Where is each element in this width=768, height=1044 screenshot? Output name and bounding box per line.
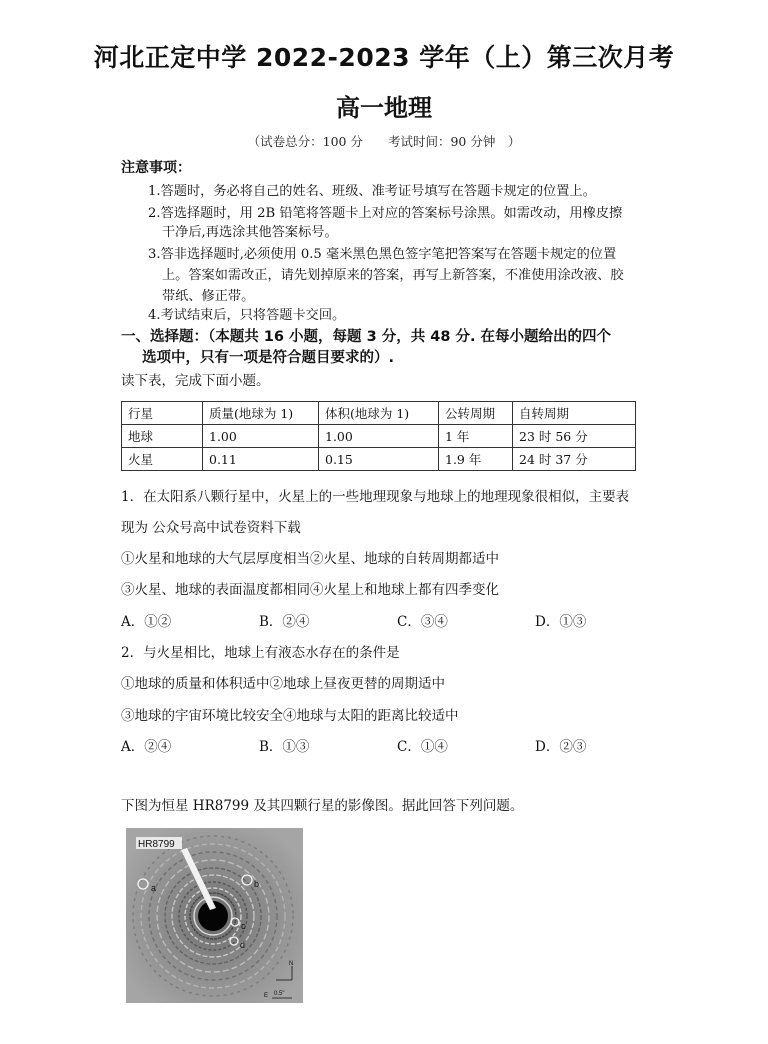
table-cell: 火星 xyxy=(122,448,203,471)
table-cell: 地球 xyxy=(122,425,203,448)
table-row xyxy=(122,448,636,471)
table-header-row xyxy=(122,402,636,425)
section-heading: 一、选择题：（本题共 16 小题，每题 3 分，共 48 分. 在每小题给出的四个 xyxy=(121,329,612,345)
table-row xyxy=(122,425,636,448)
compass-east-label: E xyxy=(264,993,269,999)
planet-label-c: c xyxy=(241,921,246,931)
question-1-option-b: B．②④ xyxy=(259,614,310,630)
planet-table xyxy=(121,401,636,471)
notice-line: 1.答题时，务必将自己的姓名、班级、准考证号填写在答题卡规定的位置上。 xyxy=(148,184,596,199)
notice-line: 2.答选择题时，用 2B 铅笔将答题卡上对应的答案标号涂黑。如需改动，用橡皮擦 xyxy=(148,206,623,221)
exam-title: 河北正定中学 2022-2023 学年（上）第三次月考 xyxy=(93,43,675,72)
table-header-cell: 公转周期 xyxy=(439,402,513,425)
table-header-cell: 行星 xyxy=(122,402,203,425)
hr8799-image xyxy=(126,828,303,1003)
compass-north-label: N xyxy=(289,961,294,967)
table-cell: 1.00 xyxy=(203,425,319,448)
planet-label-d: d xyxy=(240,940,246,950)
notice-line: 干净后,再选涂其他答案标号。 xyxy=(162,225,338,240)
notice-line: 4.考试结束后，只将答题卡交回。 xyxy=(148,308,346,323)
table-cell: 1.00 xyxy=(319,425,439,448)
table-cell: 1 年 xyxy=(439,425,513,448)
table-header-cell: 质量(地球为 1) xyxy=(203,402,319,425)
table-intro: 读下表，完成下面小题。 xyxy=(121,373,270,389)
question-1-option-d: D．①③ xyxy=(535,614,587,630)
question-2-option-d: D．②③ xyxy=(535,739,587,755)
notice-line: 上。答案如需改正，请先划掉原来的答案，再写上新答案，不准使用涂改液、胶 xyxy=(162,268,624,283)
notice-heading: 注意事项： xyxy=(121,160,191,176)
question-1-option-a: A．①② xyxy=(121,614,172,630)
question-1-statements: ①火星和地球的大气层厚度相当②火星、地球的自转周期都适中 xyxy=(121,551,499,567)
planet-label-a: a xyxy=(151,883,157,893)
question-2-statements: ③地球的宇宙环境比较安全④地球与太阳的距离比较适中 xyxy=(121,708,459,724)
scale-label: 0.5" xyxy=(274,991,285,997)
table-header-cell: 自转周期 xyxy=(513,402,636,425)
section-heading-cont: 选项中，只有一项是符合题目要求的）. xyxy=(142,350,395,366)
notice-line: 3.答非选择题时,必须使用 0.5 毫米黑色黑色签字笔把答案写在答题卡规定的位置 xyxy=(148,247,617,262)
question-1-statements: ③火星、地球的表面温度都相同④火星上和地球上都有四季变化 xyxy=(121,582,499,598)
table-cell: 23 时 56 分 xyxy=(513,425,636,448)
question-2-option-b: B．①③ xyxy=(259,739,310,755)
figure-intro: 下图为恒星 HR8799 及其四颗行星的影像图。据此回答下列问题。 xyxy=(121,798,524,814)
table-cell: 24 时 37 分 xyxy=(513,448,636,471)
question-2-statements: ①地球的质量和体积适中②地球上昼夜更替的周期适中 xyxy=(121,676,445,692)
question-2-option-a: A．②④ xyxy=(121,739,172,755)
star-label: HR8799 xyxy=(138,839,175,850)
exam-info: （试卷总分：100 分 考试时间：90 分钟 ） xyxy=(247,134,521,149)
table-cell: 1.9 年 xyxy=(439,448,513,471)
question-1-stem-cont: 现为 公众号高中试卷资料下载 xyxy=(121,520,301,536)
notice-line: 带纸、修正带。 xyxy=(162,289,255,304)
question-1-stem: 1．在太阳系八颗行星中，火星上的一些地理现象与地球上的地理现象很相似，主要表 xyxy=(121,489,630,505)
planet-label-b: b xyxy=(254,879,260,889)
question-1-option-c: C．③④ xyxy=(397,614,448,630)
question-2-option-c: C．①④ xyxy=(397,739,448,755)
table-cell: 0.11 xyxy=(203,448,319,471)
exam-subject: 高一地理 xyxy=(336,94,432,122)
table-header-cell: 体积(地球为 1) xyxy=(319,402,439,425)
table-cell: 0.15 xyxy=(319,448,439,471)
hr8799-image-graphic xyxy=(126,828,303,1003)
question-2-stem: 2．与火星相比，地球上有液态水存在的条件是 xyxy=(121,645,400,661)
